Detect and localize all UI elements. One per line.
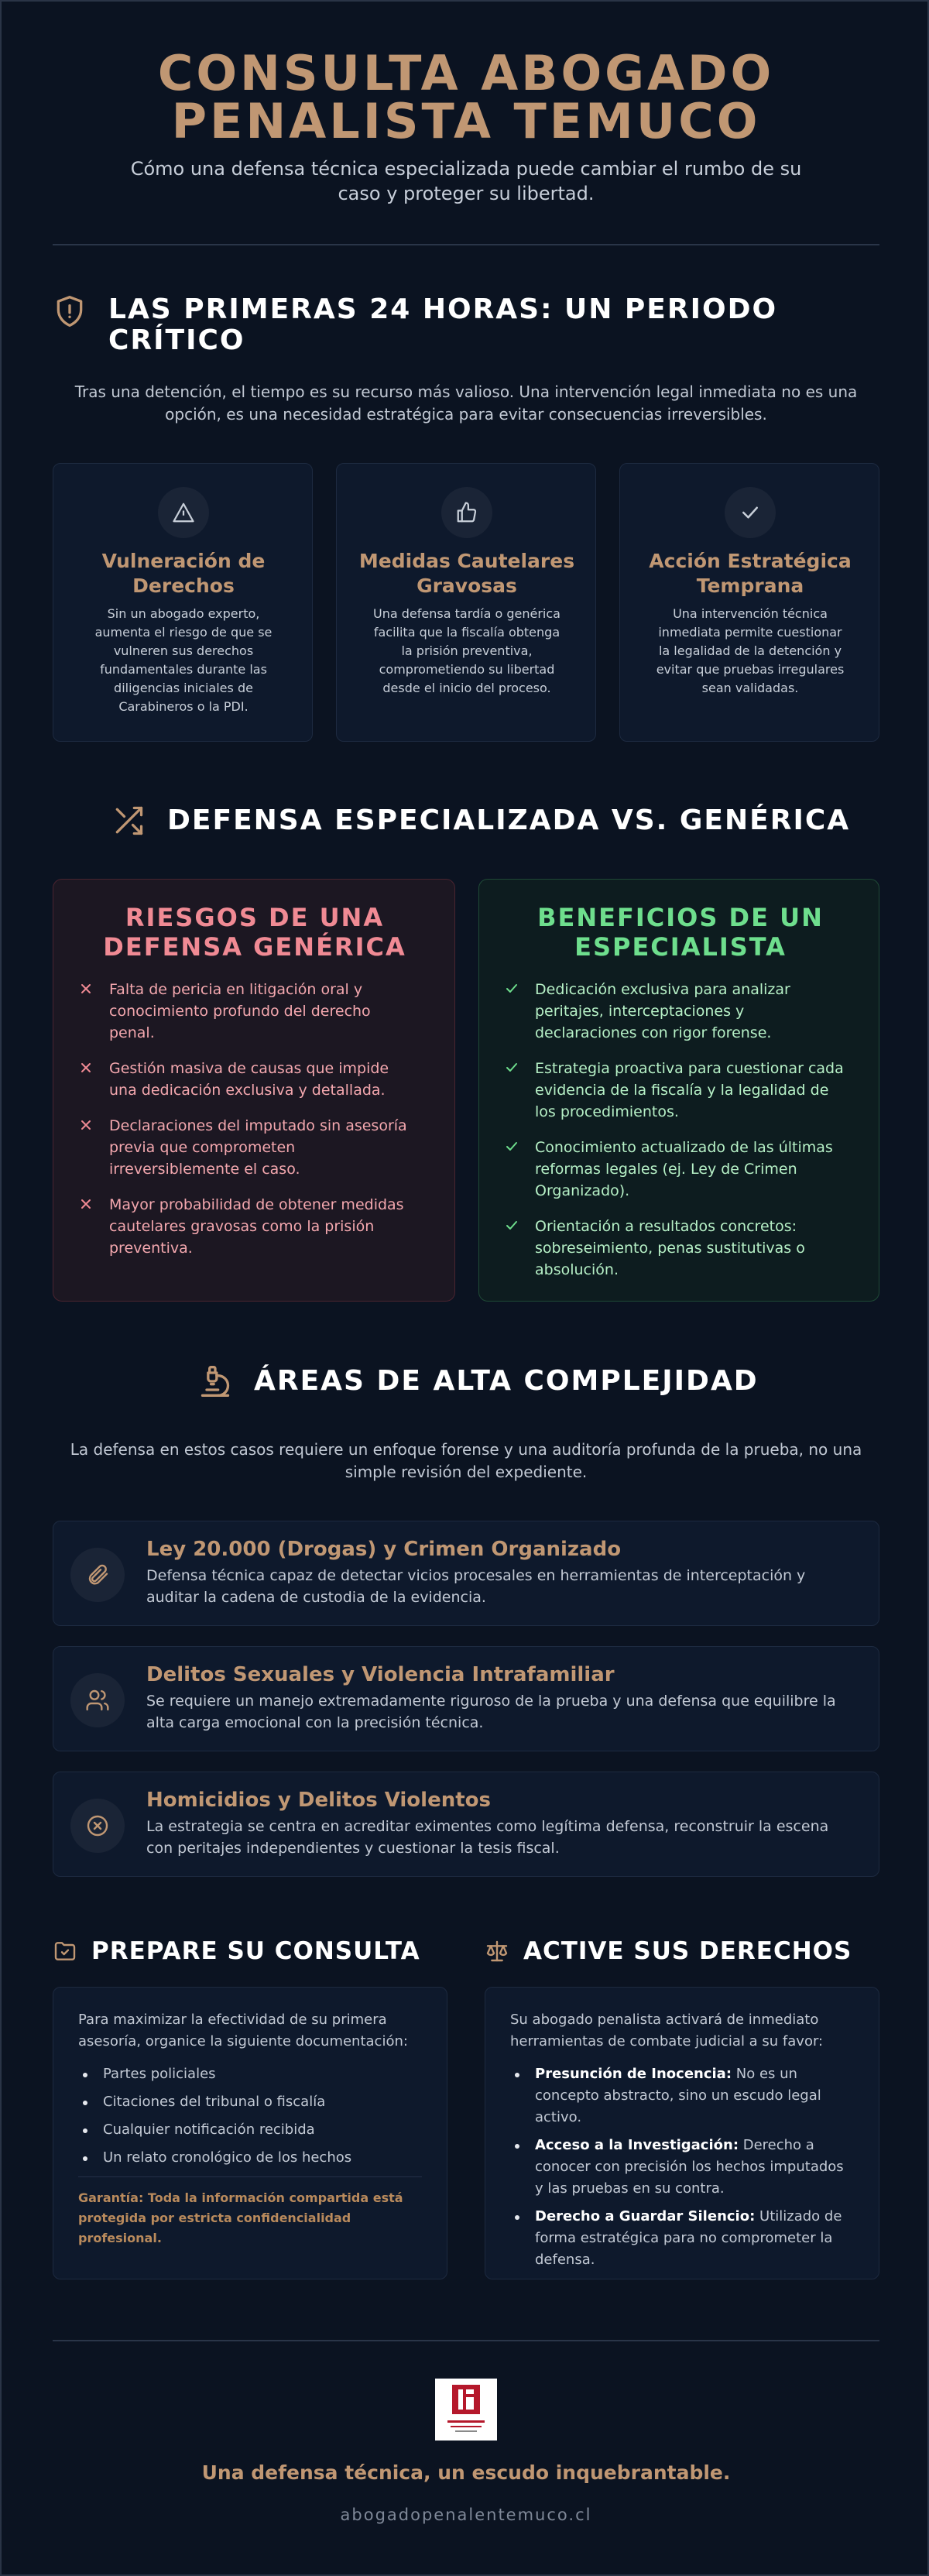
check-mark-icon — [504, 1218, 519, 1233]
footer-website-link[interactable]: abogadopenalentemuco.cl — [340, 2506, 592, 2524]
area-card-sexuales — [53, 1646, 879, 1751]
rights-panel — [485, 1987, 879, 2279]
area-text: Defensa técnica capaz de detectar vicios procesales en herramientas de interceptación y auditar la cadena de custodia de la evidencia. — [146, 1567, 806, 1606]
section-title: DEFENSA ESPECIALIZADA VS. GENÉRICA — [167, 804, 851, 836]
warning-triangle-icon — [172, 501, 195, 524]
x-mark-icon — [78, 1196, 94, 1212]
divider — [53, 2340, 879, 2341]
list-item — [504, 1058, 845, 1123]
list-item — [78, 1194, 419, 1259]
card-title: Vulneración de Derechos — [101, 550, 266, 597]
area-title: Delitos Sexuales y Violencia Intrafamiliar — [146, 1663, 615, 1686]
scale-icon — [485, 1939, 509, 1964]
area-title: Ley 20.000 (Drogas) y Crimen Organizado — [146, 1538, 622, 1561]
area-title: Homicidios y Delitos Violentos — [146, 1789, 491, 1812]
right-text: Derecho a conocer con precisión los hechos imputados y las pruebas en su contra. — [535, 2137, 844, 2197]
thumbs-up-icon — [455, 501, 478, 524]
list-item — [504, 1137, 845, 1202]
list-item — [78, 1058, 419, 1101]
card-vulneracion — [53, 463, 313, 742]
divider — [78, 2176, 422, 2177]
card-medidas-cautelares — [336, 463, 596, 742]
risk-text: Declaraciones del imputado sin asesoría previa que comprometen irreversiblemente el caso. — [109, 1117, 407, 1178]
card-icon-circle — [725, 487, 776, 538]
risk-text: Mayor probabilidad de obtener medidas cautelares gravosas como la prisión preventiva. — [109, 1196, 404, 1257]
benefits-panel — [478, 879, 879, 1302]
card-title: Acción Estratégica Temprana — [649, 550, 852, 597]
area-text: Se requiere un manejo extremadamente riguroso de la prueba y una defensa que equilibre la alta carga emocional con la precisión técnica. — [146, 1693, 836, 1731]
list-item — [504, 979, 845, 1044]
microscope-icon — [198, 1364, 232, 1398]
section-intro: Tras una detención, el tiempo es su recurso más valioso. Una intervención legal inmediata no es una opción, es una necesidad estratégica para evitar consecuencias irreversibles. — [74, 382, 858, 424]
area-icon-circle — [70, 1673, 125, 1727]
list-item — [78, 979, 419, 1044]
card-text: Una intervención técnica inmediata permite cuestionar la legalidad de la detención y evitar que pruebas irregulares sean validadas. — [656, 606, 845, 695]
check-mark-icon — [504, 1139, 519, 1154]
check-mark-icon — [504, 981, 519, 996]
area-card-homicidios — [53, 1772, 879, 1877]
section-title: LAS PRIMERAS 24 HORAS: UN PERIODO CRÍTICO — [108, 293, 778, 356]
folder-check-icon — [53, 1939, 77, 1964]
page-title — [53, 45, 879, 149]
prepare-heading — [53, 1937, 420, 1965]
risks-list — [78, 979, 419, 1273]
rights-title: ACTIVE SUS DERECHOS — [523, 1937, 852, 1965]
risks-title: RIESGOS DE UNA DEFENSA GENÉRICA — [103, 903, 406, 962]
list-item — [510, 2206, 854, 2271]
risks-panel — [53, 879, 455, 1302]
right-label: Derecho a Guardar Silencio: — [535, 2208, 756, 2224]
card-title: Medidas Cautelares Gravosas — [358, 550, 575, 597]
firm-logo-icon — [435, 2379, 497, 2441]
list-item — [78, 1115, 419, 1180]
right-label: Presunción de Inocencia: — [535, 2066, 732, 2082]
card-text: Una defensa tardía o genérica facilita que la fiscalía obtenga la prisión preventiva, comprometiendo su libertad desde el inicio del proceso. — [373, 606, 560, 695]
benefit-text: Orientación a resultados concretos: sobreseimiento, penas sustitutivas o absolución. — [535, 1218, 805, 1278]
area-icon-circle — [70, 1548, 125, 1602]
prepare-intro: Para maximizar la efectividad de su primera asesoría, organice la siguiente documentación: — [78, 2012, 408, 2049]
right-label: Acceso a la Investigación: — [535, 2137, 739, 2153]
shuffle-arrows-icon — [111, 804, 146, 838]
title-line-1: CONSULTA ABOGADO — [157, 45, 775, 101]
benefit-text: Dedicación exclusiva para analizar peritajes, interceptaciones y declaraciones con rigor forense. — [535, 981, 790, 1041]
card-text: Sin un abogado experto, aumenta el riesgo de que se vulneren sus derechos fundamentales durante las diligencias iniciales de Carabineros o la PDI. — [94, 606, 273, 714]
area-card-drogas — [53, 1521, 879, 1626]
prepare-list — [78, 2063, 422, 2169]
check-icon — [739, 501, 762, 524]
prepare-title: PREPARE SU CONSULTA — [91, 1937, 420, 1965]
benefits-list — [504, 979, 845, 1295]
users-icon — [85, 1688, 110, 1713]
paperclip-icon — [85, 1562, 110, 1587]
list-item: Partes policiales — [78, 2063, 422, 2085]
section-critical-24h-heading — [53, 294, 827, 356]
list-item — [504, 1216, 845, 1281]
list-item — [510, 2063, 854, 2128]
card-icon-circle — [441, 487, 492, 538]
area-text: La estrategia se centra en acreditar eximentes como legítima defensa, reconstruir la escena con peritajes independientes y cuestionar la tesis fiscal. — [146, 1818, 829, 1857]
section-title: ÁREAS DE ALTA COMPLEJIDAD — [254, 1365, 759, 1397]
section-intro: La defensa en estos casos requiere un enfoque forense y una auditoría profunda de la prueba, no una simple revisión del expediente. — [70, 1440, 862, 1481]
footer-tagline: Una defensa técnica, un escudo inquebrantable. — [201, 2461, 731, 2484]
risk-text: Falta de pericia en litigación oral y conocimiento profundo del derecho penal. — [109, 981, 371, 1041]
list-item: Un relato cronológico de los hechos — [78, 2147, 422, 2169]
right-text: Utilizado de forma estratégica para no comprometer la defensa. — [535, 2208, 842, 2268]
benefit-text: Conocimiento actualizado de las últimas reformas legales (ej. Ley de Crimen Organizado). — [535, 1139, 833, 1199]
x-circle-icon — [85, 1813, 110, 1838]
card-accion-temprana — [619, 463, 879, 742]
firm-logo-graphic — [435, 2379, 497, 2441]
rights-intro: Su abogado penalista activará de inmediato herramientas de combate judicial a su favor: — [510, 2012, 824, 2049]
card-icon-circle — [158, 487, 209, 538]
prepare-panel — [53, 1987, 447, 2279]
rights-list — [510, 2063, 854, 2271]
x-mark-icon — [78, 1060, 94, 1075]
title-line-2: PENALISTA TEMUCO — [171, 93, 761, 149]
list-item — [510, 2135, 854, 2200]
shield-alert-icon — [53, 294, 87, 328]
divider — [53, 244, 879, 245]
check-mark-icon — [504, 1060, 519, 1075]
x-mark-icon — [78, 1117, 94, 1133]
list-item: Cualquier notificación recibida — [78, 2119, 422, 2141]
guarantee-note: Garantía: Toda la información compartida está protegida por estricta confidencialidad profesional. — [78, 2190, 403, 2245]
benefits-title: BENEFICIOS DE UN ESPECIALISTA — [537, 903, 824, 962]
right-text: No es un concepto abstracto, sino un escudo legal activo. — [535, 2066, 821, 2125]
section-complexity-heading — [198, 1364, 787, 1398]
risk-text: Gestión masiva de causas que impide una dedicación exclusiva y detallada. — [109, 1060, 389, 1099]
list-item: Citaciones del tribunal o fiscalía — [78, 2091, 422, 2113]
area-icon-circle — [70, 1799, 125, 1853]
x-mark-icon — [78, 981, 94, 996]
page-subtitle: Cómo una defensa técnica especializada puede cambiar el rumbo de su caso y proteger su libertad. — [130, 158, 802, 204]
section-comparison-heading — [111, 804, 855, 838]
benefit-text: Estrategia proactiva para cuestionar cada evidencia de la fiscalía y la legalidad de los procedimientos. — [535, 1060, 844, 1120]
rights-heading — [485, 1937, 852, 1965]
